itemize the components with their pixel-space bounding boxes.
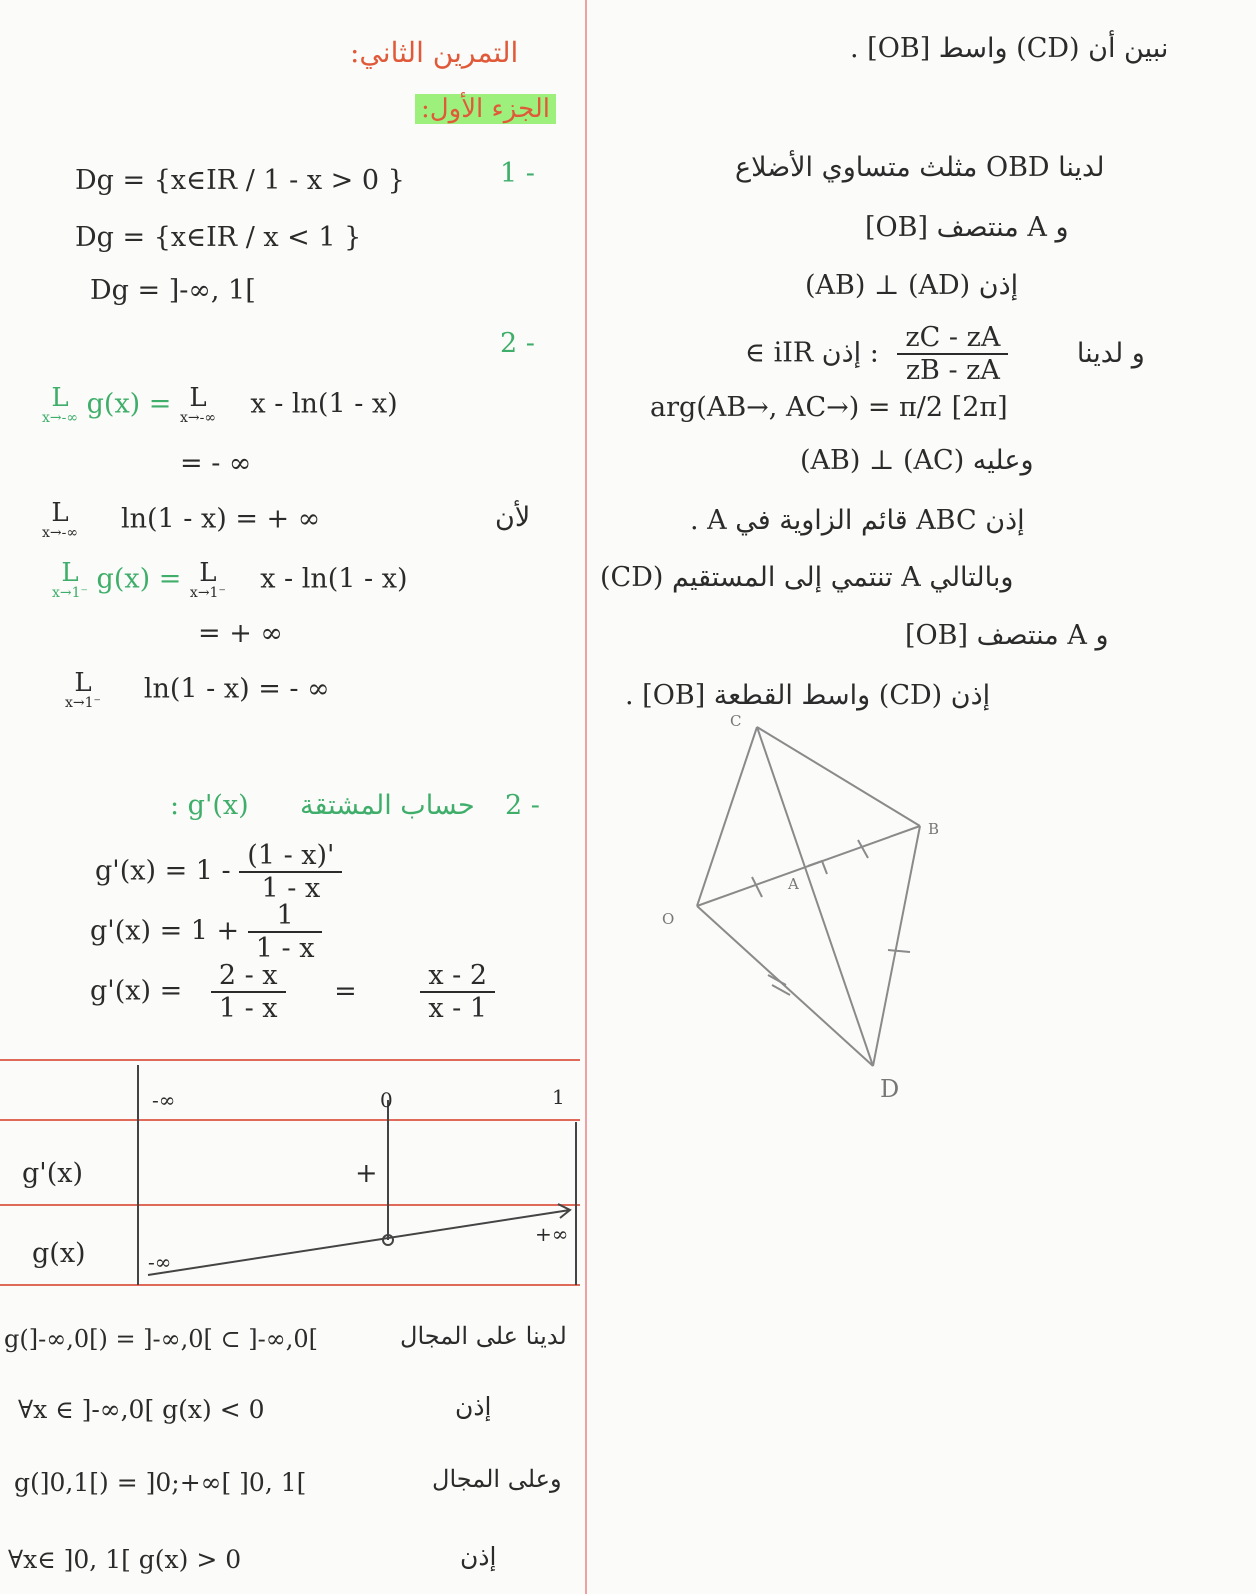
segment-CB — [757, 727, 920, 826]
limit-result-1: = - ∞ — [180, 448, 252, 479]
exercise-title: التمرين الثاني: — [350, 36, 519, 69]
right-line-1: لدينا OBD مثلث متساوي الأضلاع — [735, 152, 1105, 183]
right-line-4: ∈ iIR إذن : $\frac{zC - zA}{zB - zA}$ و لدينا — [745, 322, 1145, 386]
limit-ln-minus-inf: L x→-∞ ln(1 - x) = + ∞ — [42, 498, 321, 541]
right-line-5: arg(AB→, AC→) = π/2 [2π] — [650, 392, 1008, 423]
derivative-line-1: g'(x) = 1 - $\frac{(1 - x)'}{1 - x}$ — [95, 840, 342, 904]
right-line-3: إذن (AD) ⊥ (AB) — [805, 270, 1019, 301]
point-O-label: O — [662, 910, 675, 928]
segment-BD — [873, 826, 920, 1066]
part-heading: الجزء الأول: — [415, 94, 556, 124]
on-interval-text-2: وعلى المجال — [432, 1465, 562, 1493]
right-line-6: وعليه (AC) ⊥ (AB) — [800, 445, 1034, 476]
right-angle-mark — [808, 861, 827, 874]
q2-number: 2 - — [500, 328, 535, 359]
point-C-label: C — [730, 712, 742, 730]
limit-result-2: = + ∞ — [198, 618, 283, 649]
limit-g-minus-inf: L x→-∞ g(x) = L x→-∞ x - ln(1 - x) — [42, 383, 398, 426]
because-word: لأن — [495, 502, 531, 533]
point-A-label: A — [788, 875, 799, 893]
table-limit-start: -∞ — [148, 1250, 172, 1274]
right-line-2: و A منتصف [OB] — [865, 212, 1069, 243]
right-line-10: إذن (CD) واسط القطعة [OB] . — [625, 680, 991, 711]
right-line-7: إذن ABC قائم الزاوية في A . — [690, 505, 1025, 536]
table-row-function-label: g(x) — [32, 1238, 86, 1269]
sign-positive-statement: ∀x∈ ]0, 1[ g(x) > 0 — [8, 1545, 242, 1574]
segment-CD — [757, 727, 873, 1066]
domain-line-1: Dg = {x∈IR / 1 - x > 0 } — [75, 165, 405, 196]
table-x-zero: 0 — [380, 1088, 393, 1112]
point-B-label: B — [928, 820, 940, 838]
q1-number: 1 - — [500, 158, 535, 189]
therefore-text-2: إذن — [460, 1542, 497, 1571]
point-D-label: D — [880, 1075, 900, 1103]
right-line-8: وبالتالي A تنتمي إلى المستقيم (CD) — [600, 562, 1014, 593]
segment-CO — [697, 727, 757, 906]
image-interval-2: g(]0,1[) = ]0;+∞[ ]0, 1[ — [14, 1468, 307, 1497]
derivative-label-math: : g'(x) — [170, 790, 249, 821]
image-interval-1: g(]-∞,0[) = ]-∞,0[ ⊂ ]-∞,0[ — [4, 1325, 319, 1353]
table-x-minus-inf: -∞ — [152, 1088, 176, 1112]
table-x-one: 1 — [552, 1085, 565, 1109]
domain-line-2: Dg = {x∈IR / x < 1 } — [75, 222, 362, 253]
limit-ln-one-minus: L x→1⁻ ln(1 - x) = - ∞ — [65, 668, 330, 711]
domain-line-3: Dg = ]-∞, 1[ — [90, 275, 256, 306]
table-limit-end: +∞ — [535, 1222, 569, 1246]
sign-negative-statement: ∀x ∈ ]-∞,0[ g(x) < 0 — [18, 1395, 265, 1424]
right-line-9: و A منتصف [OB] — [905, 620, 1109, 651]
right-heading: نبين أن (CD) واسط [OB] . — [850, 33, 1169, 64]
derivative-line-3: g'(x) = $\frac{2 - x}{1 - x}$ = $\frac{x - 2}{x - 1}$ — [90, 960, 495, 1024]
limit-g-one-minus: L x→1⁻ g(x) = L x→1⁻ x - ln(1 - x) — [52, 558, 408, 601]
table-row-derivative-label: g'(x) — [22, 1158, 84, 1189]
therefore-text-1: إذن — [455, 1392, 492, 1421]
derivative-label: حساب المشتقة — [300, 790, 475, 821]
q3-number: 2 - — [505, 790, 540, 821]
table-sign-plus: + — [355, 1158, 378, 1189]
on-interval-text-1: لدينا على المجال — [400, 1322, 567, 1350]
derivative-line-2: g'(x) = 1 + $\frac{1}{1 - x}$ — [90, 900, 322, 964]
